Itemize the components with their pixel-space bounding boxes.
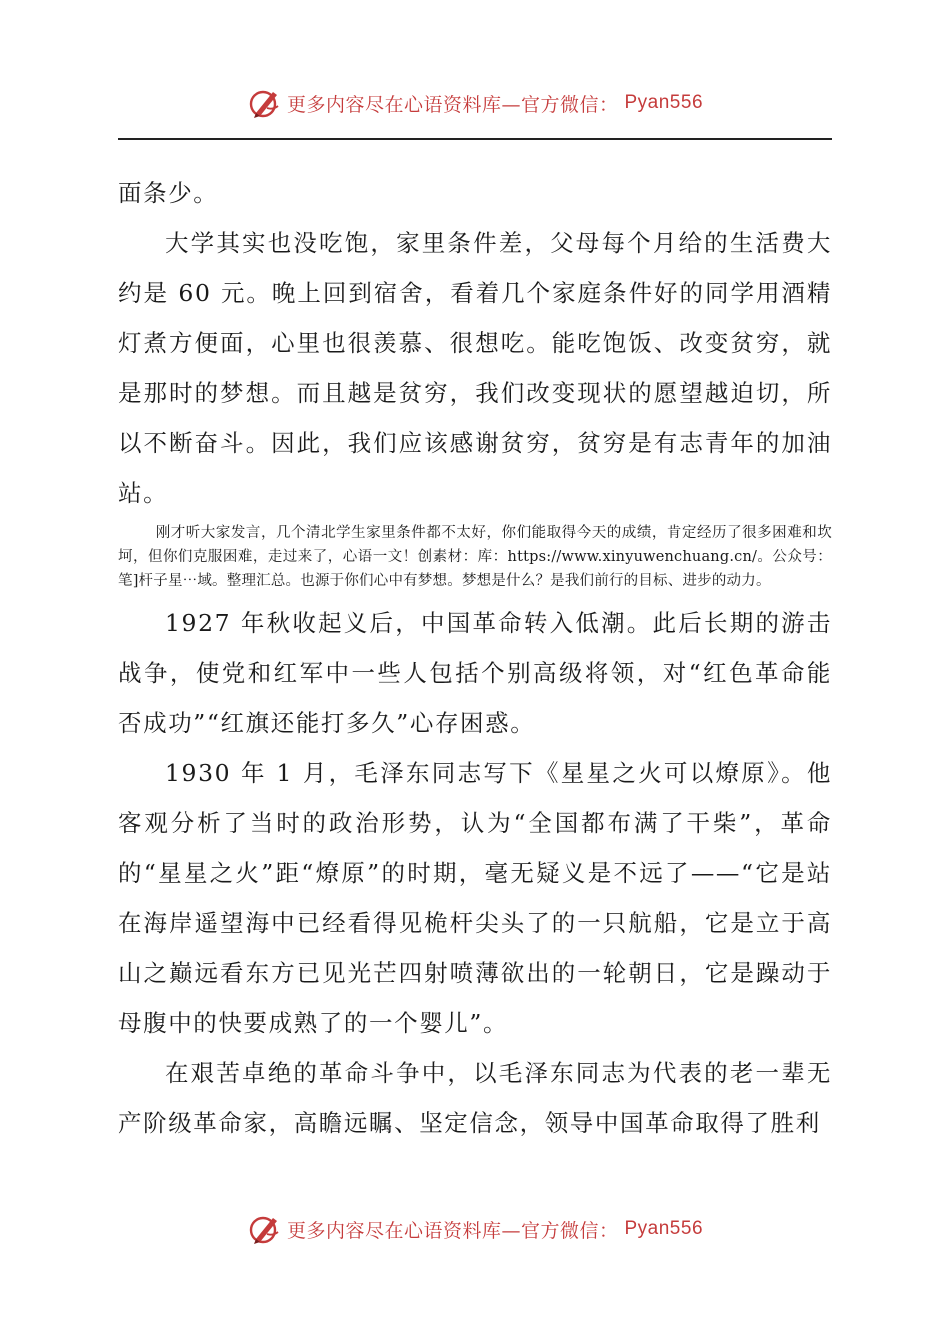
paragraph-continuation: 面条少。 bbox=[118, 179, 219, 207]
header-banner bbox=[0, 86, 950, 120]
footer-banner bbox=[0, 1212, 950, 1246]
header-divider bbox=[118, 138, 832, 140]
paragraph: 大学其实也没吃饱，家里条件差，父母每个月给的生活费大约是 60 元。晚上回到宿舍，看着几个家庭条件好的同学用酒精灯煮方便面，心里也很羡慕、很想吃。能吃饱饭、改变贫穷，就是那时的梦想。而且越是贫穷，我们改变现状的愿望越迫切，所以不断奋斗。因此，我们应该感谢贫穷，贫穷是有志青年的加油站。 bbox=[118, 229, 832, 507]
paragraph: 1927 年秋收起义后，中国革命转入低潮。此后长期的游击战争，使党和红军中一些人包括个别高级将领，对“红色革命能否成功”“红旗还能打多久”心存困惑。 bbox=[118, 609, 832, 737]
document-body bbox=[118, 168, 832, 1148]
header-banner-text: 更多内容尽在心语资料库—官方微信： bbox=[286, 93, 619, 116]
paragraph: 在艰苦卓绝的革命斗争中，以毛泽东同志为代表的老一辈无产阶级革命家，高瞻远瞩、坚定信念，领导中国革命取得了胜利 bbox=[118, 1059, 832, 1137]
header-wechat-id: Pyan556 bbox=[624, 92, 704, 113]
pen-logo-icon bbox=[247, 86, 281, 120]
footer-wechat-id: Pyan556 bbox=[624, 1218, 704, 1239]
footer-banner-text: 更多内容尽在心语资料库—官方微信： bbox=[286, 1219, 619, 1242]
small-print-paragraph: 刚才听大家发言，几个清北学生家里条件都不太好，你们能取得今天的成绩，肯定经历了很多困难和坎坷，但你们克服困难，走过来了，心语一文！创素材：库：https://www.xinyuwenchuang.cn/。公众号：笔]杆子星⋯域。整理汇总。也源于你们心中有梦想。梦想是什么？是我们前行的目标、进步的动力。 bbox=[118, 525, 832, 589]
pen-logo-icon bbox=[247, 1212, 281, 1246]
paragraph: 1930 年 1 月，毛泽东同志写下《星星之火可以燎原》。他客观分析了当时的政治形势，认为“全国都布满了干柴”，革命的“星星之火”距“燎原”的时期，毫无疑义是不远了——“它是站在海岸遥望海中已经看得见桅杆尖头了的一只航船，它是立于高山之巅远看东方已见光芒四射喷薄欲出的一轮朝日，它是躁动于母腹中的快要成熟了的一个婴儿”。 bbox=[118, 759, 832, 1037]
